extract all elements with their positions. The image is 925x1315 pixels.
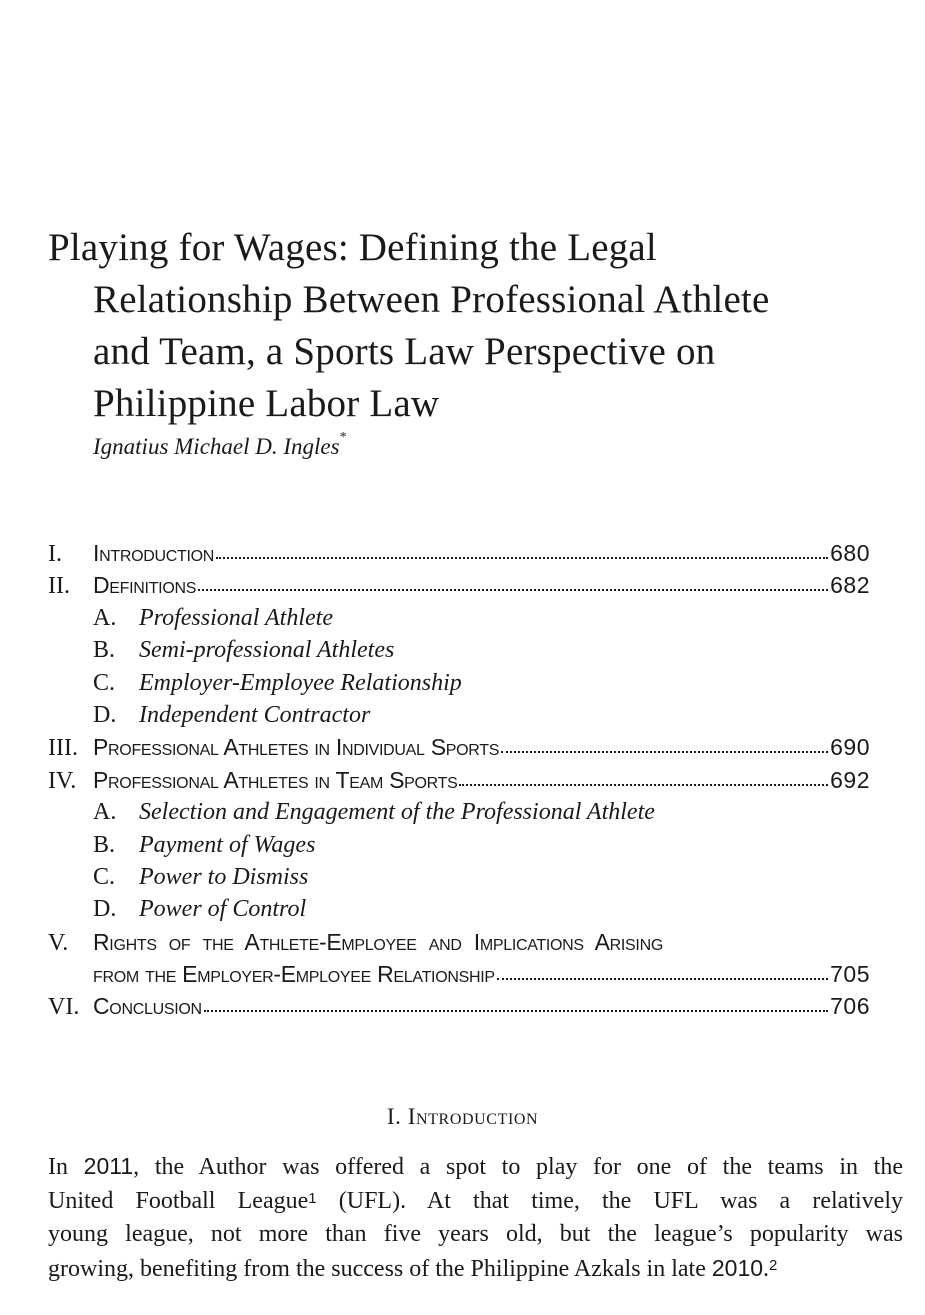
toc-entry-label: Rights of the Athlete-Employee and Implications Arising [93,928,663,955]
toc-entry-page: 680 [830,540,870,566]
toc-subentry-label: Selection and Engagement of the Professional Athlete [139,799,655,826]
toc-entry[interactable] [48,734,870,766]
toc-entry-number: II. [48,573,70,600]
toc-entry-page: 690 [830,734,870,761]
toc-entry-label: Conclusion [93,993,202,1020]
toc-subentry-label: Power of Control [139,896,307,923]
paragraph-line: young league, not more than five years old, but the league’s popularity was [48,1221,903,1247]
section-heading: I. Introduction [386,1104,539,1129]
toc-subentry-letter: B. [93,831,116,858]
paragraph-line [48,1150,903,1185]
paragraph-line [48,1252,903,1287]
toc-leader-dots [198,571,828,591]
toc-subentry-letter: D. [93,896,117,923]
text-run: (UFL). At that time, the UFL was a relatively [316,1187,903,1214]
body-paragraph [48,1150,903,1286]
toc-subentry-letter: D. [93,701,117,728]
toc-entry-page: 692 [830,766,870,793]
text-run: United Football League [48,1187,309,1214]
toc-subentry-letter: A. [93,799,117,826]
author-byline [93,430,347,460]
toc-leader-dots [501,733,828,753]
title-line: and Team, a Sports Law Perspective on [93,330,716,373]
toc-entry-label: Professional Athletes in Individual Sports [93,734,500,761]
text-run: , the Author was offered a spot to play for one of the teams in the [133,1154,903,1180]
title-line: Playing for Wages: Defining the Legal [48,226,657,269]
footnote-ref[interactable]: 1 [308,1189,317,1207]
toc-subentry[interactable] [48,670,870,702]
toc-leader-dots [204,992,828,1012]
table-of-contents [48,540,870,1026]
toc-subentry-label: Payment of Wages [139,831,316,858]
toc-entry[interactable] [48,572,870,604]
toc-entry[interactable] [48,993,870,1025]
toc-subentry[interactable] [48,864,870,896]
toc-entry-label: Definitions [93,572,197,599]
toc-subentry[interactable] [48,637,870,669]
toc-entry-label: Professional Athletes in Team Sports [93,766,458,793]
toc-subentry-label: Power to Dismiss [139,863,309,890]
toc-entry-page: 706 [830,993,870,1020]
toc-subentry[interactable] [48,832,870,864]
toc-entry-page: 705 [830,961,870,988]
toc-entry[interactable] [48,540,870,572]
toc-entry[interactable] [48,767,870,799]
title-line: Philippine Labor Law [93,382,440,425]
toc-entry-number: V. [48,929,69,956]
toc-entry[interactable] [48,929,870,961]
year: 2011 [83,1153,134,1179]
toc-leader-dots [497,960,828,980]
toc-entry-number: I. [48,541,62,567]
toc-leader-dots [459,766,828,786]
article-title [48,222,888,430]
toc-subentry-letter: C. [93,669,116,696]
text-run: In [48,1154,84,1180]
text-run: . [763,1255,770,1282]
author-footnote-mark: * [339,430,347,445]
paragraph-line [48,1185,903,1219]
toc-subentry-letter: B. [93,637,116,664]
toc-subentry-label: Semi-professional Athletes [139,637,395,664]
toc-entry-page: 682 [830,572,870,599]
toc-subentry[interactable] [48,799,870,831]
toc-leader-dots [216,539,828,559]
toc-subentry-letter: C. [93,863,116,890]
toc-subentry-letter: A. [93,604,117,631]
toc-subentry-label: Independent Contractor [139,701,371,728]
toc-entry-label: Introduction [93,540,215,566]
footnote-ref[interactable]: 2 [769,1256,778,1274]
toc-entry-label: from the Employer-Employee Relationship [93,961,495,988]
author-name: Ignatius Michael D. Ingles [93,434,340,459]
year: 2010 [711,1254,764,1281]
toc-entry-continuation[interactable] [48,961,870,993]
toc-subentry[interactable] [48,605,870,637]
toc-entry-number: IV. [48,767,77,794]
toc-subentry[interactable] [48,896,870,928]
text-run: growing, benefiting from the success of the Philippine Azkals in late [48,1255,712,1282]
toc-subentry[interactable] [48,702,870,734]
toc-entry-number: VI. [48,994,80,1021]
toc-subentry-label: Professional Athlete [139,604,333,631]
toc-entry-number: III. [48,735,78,762]
title-line: Relationship Between Professional Athlete [93,278,770,321]
toc-subentry-label: Employer-Employee Relationship [139,669,462,696]
